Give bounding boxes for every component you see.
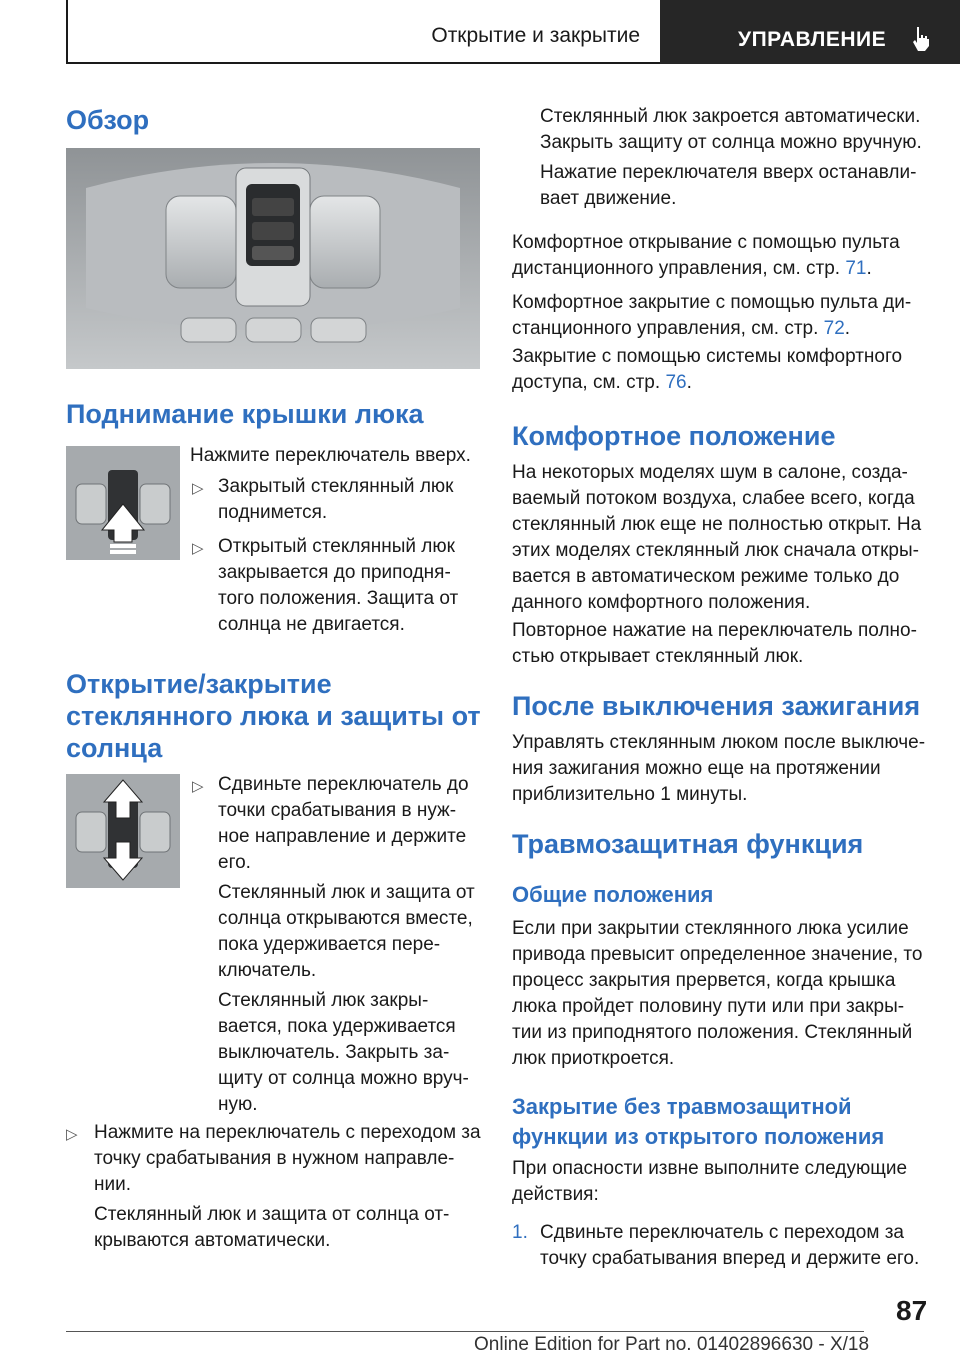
footer-edition: Online Edition for Part no. 01402896630 - X/18 <box>474 1334 870 1355</box>
chapter-tab[interactable] <box>660 0 960 64</box>
bullet-triangle-icon: ▷ <box>192 540 204 557</box>
comfort-para-2: Повторное нажатие на переключатель полно- стью открывает стеклянный люк. <box>512 620 917 667</box>
open-close-photo <box>66 774 180 888</box>
chapter-label: УПРАВЛЕНИЕ <box>738 28 887 51</box>
hand-pointer-icon <box>908 24 936 52</box>
remote-close-para: Комфортное закрытие с помощью пульта ди- станционного управления, см. стр. 72. <box>512 292 912 339</box>
general-para: Если при закрытии стеклянного люка усилие привода превысит определенное значение, то процесс закрытия прервется, когда крышка люка пройдет половину пути или при закры- тии из приподнятого положения. Стеклянный люк приоткроется. <box>512 918 923 1069</box>
raise-bullet-2: Открытый стеклянный люк закрывается до приподня- того положения. Защита от солнца не двигается. <box>218 536 459 635</box>
raise-photo <box>66 446 180 560</box>
open-close-heading: Открытие/закрытие стеклянного люка и защиты от солнца <box>66 669 481 763</box>
page-link-76[interactable]: 76 <box>665 372 687 393</box>
bullet-triangle-icon: ▷ <box>192 480 204 497</box>
raise-bullet-1: Закрытый стеклянный люк поднимется. <box>218 476 454 523</box>
comfort-heading: Комфортное положение <box>512 421 836 451</box>
step-1: Сдвиньте переключатель с переходом за точку срабатывания вперед и держите его. <box>540 1222 920 1269</box>
footer-rule <box>66 1331 864 1332</box>
no-pinch-heading: Закрытие без травмозащитной функции из открытого положения <box>512 1094 885 1149</box>
raise-heading: Поднимание крышки люка <box>66 399 424 429</box>
overview-heading: Обзор <box>66 105 150 135</box>
no-pinch-para: При опасности извне выполните следующие действия: <box>512 1158 908 1205</box>
continued-para-1: Стеклянный люк закроется автоматически. Закрыть защиту от солнца можно вручную. <box>540 106 922 153</box>
section-title: Открытие и закрытие <box>431 24 640 47</box>
ignition-para: Управлять стеклянным люком после выключе- ния зажигания можно еще на протяжении приблизительно 1 минуты. <box>512 732 926 805</box>
oc-bullet-1-para-3: Стеклянный люк закры- вается, пока удерживается выключатель. Закрыть за- щиту от солнца можно вруч- ную. <box>218 990 469 1115</box>
pinch-protection-heading: Травмозащитная функция <box>512 829 864 859</box>
comfort-access-para: Закрытие с помощью системы комфортного доступа, см. стр. 76. <box>512 346 903 393</box>
page-link-72[interactable]: 72 <box>823 318 845 339</box>
oc-bullet-2: Нажмите на переключатель с переходом за точку срабатывания в нужном направле- нии. <box>94 1122 481 1195</box>
general-heading: Общие положения <box>512 882 714 907</box>
page-number: 87 <box>896 1295 928 1326</box>
remote-open-para: Комфортное открывание с помощью пульта дистанционного управления, см. стр. 71. <box>512 232 900 279</box>
page-link-71[interactable]: 71 <box>845 258 867 279</box>
ignition-heading: После выключения зажигания <box>512 691 921 721</box>
header-divider <box>66 0 68 64</box>
raise-intro: Нажмите переключатель вверх. <box>190 445 471 466</box>
bullet-triangle-icon: ▷ <box>66 1126 78 1143</box>
overview-photo <box>66 148 480 369</box>
oc-bullet-2-para-2: Стеклянный люк и защита от солнца от- крываются автоматически. <box>94 1204 450 1251</box>
continued-para-2: Нажатие переключателя вверх останавли- вает движение. <box>540 162 917 209</box>
comfort-para-1: На некоторых моделях шум в салоне, созда- ваемый потоком воздуха, слабее всего, когда стеклянный люк еще не полностью открыт. На этих моделях стеклянный люк сначала откры- вается в автоматическом режиме только до данного комфортного положения. <box>512 462 922 613</box>
bullet-triangle-icon: ▷ <box>192 778 204 795</box>
oc-bullet-1: Сдвиньте переключатель до точки срабатывания в нуж- ное направление и держите его. <box>218 774 469 873</box>
oc-bullet-1-para-2: Стеклянный люк и защита от солнца открываются вместе, пока удерживается пере- ключатель. <box>218 882 475 981</box>
step-number: 1. <box>512 1222 528 1243</box>
